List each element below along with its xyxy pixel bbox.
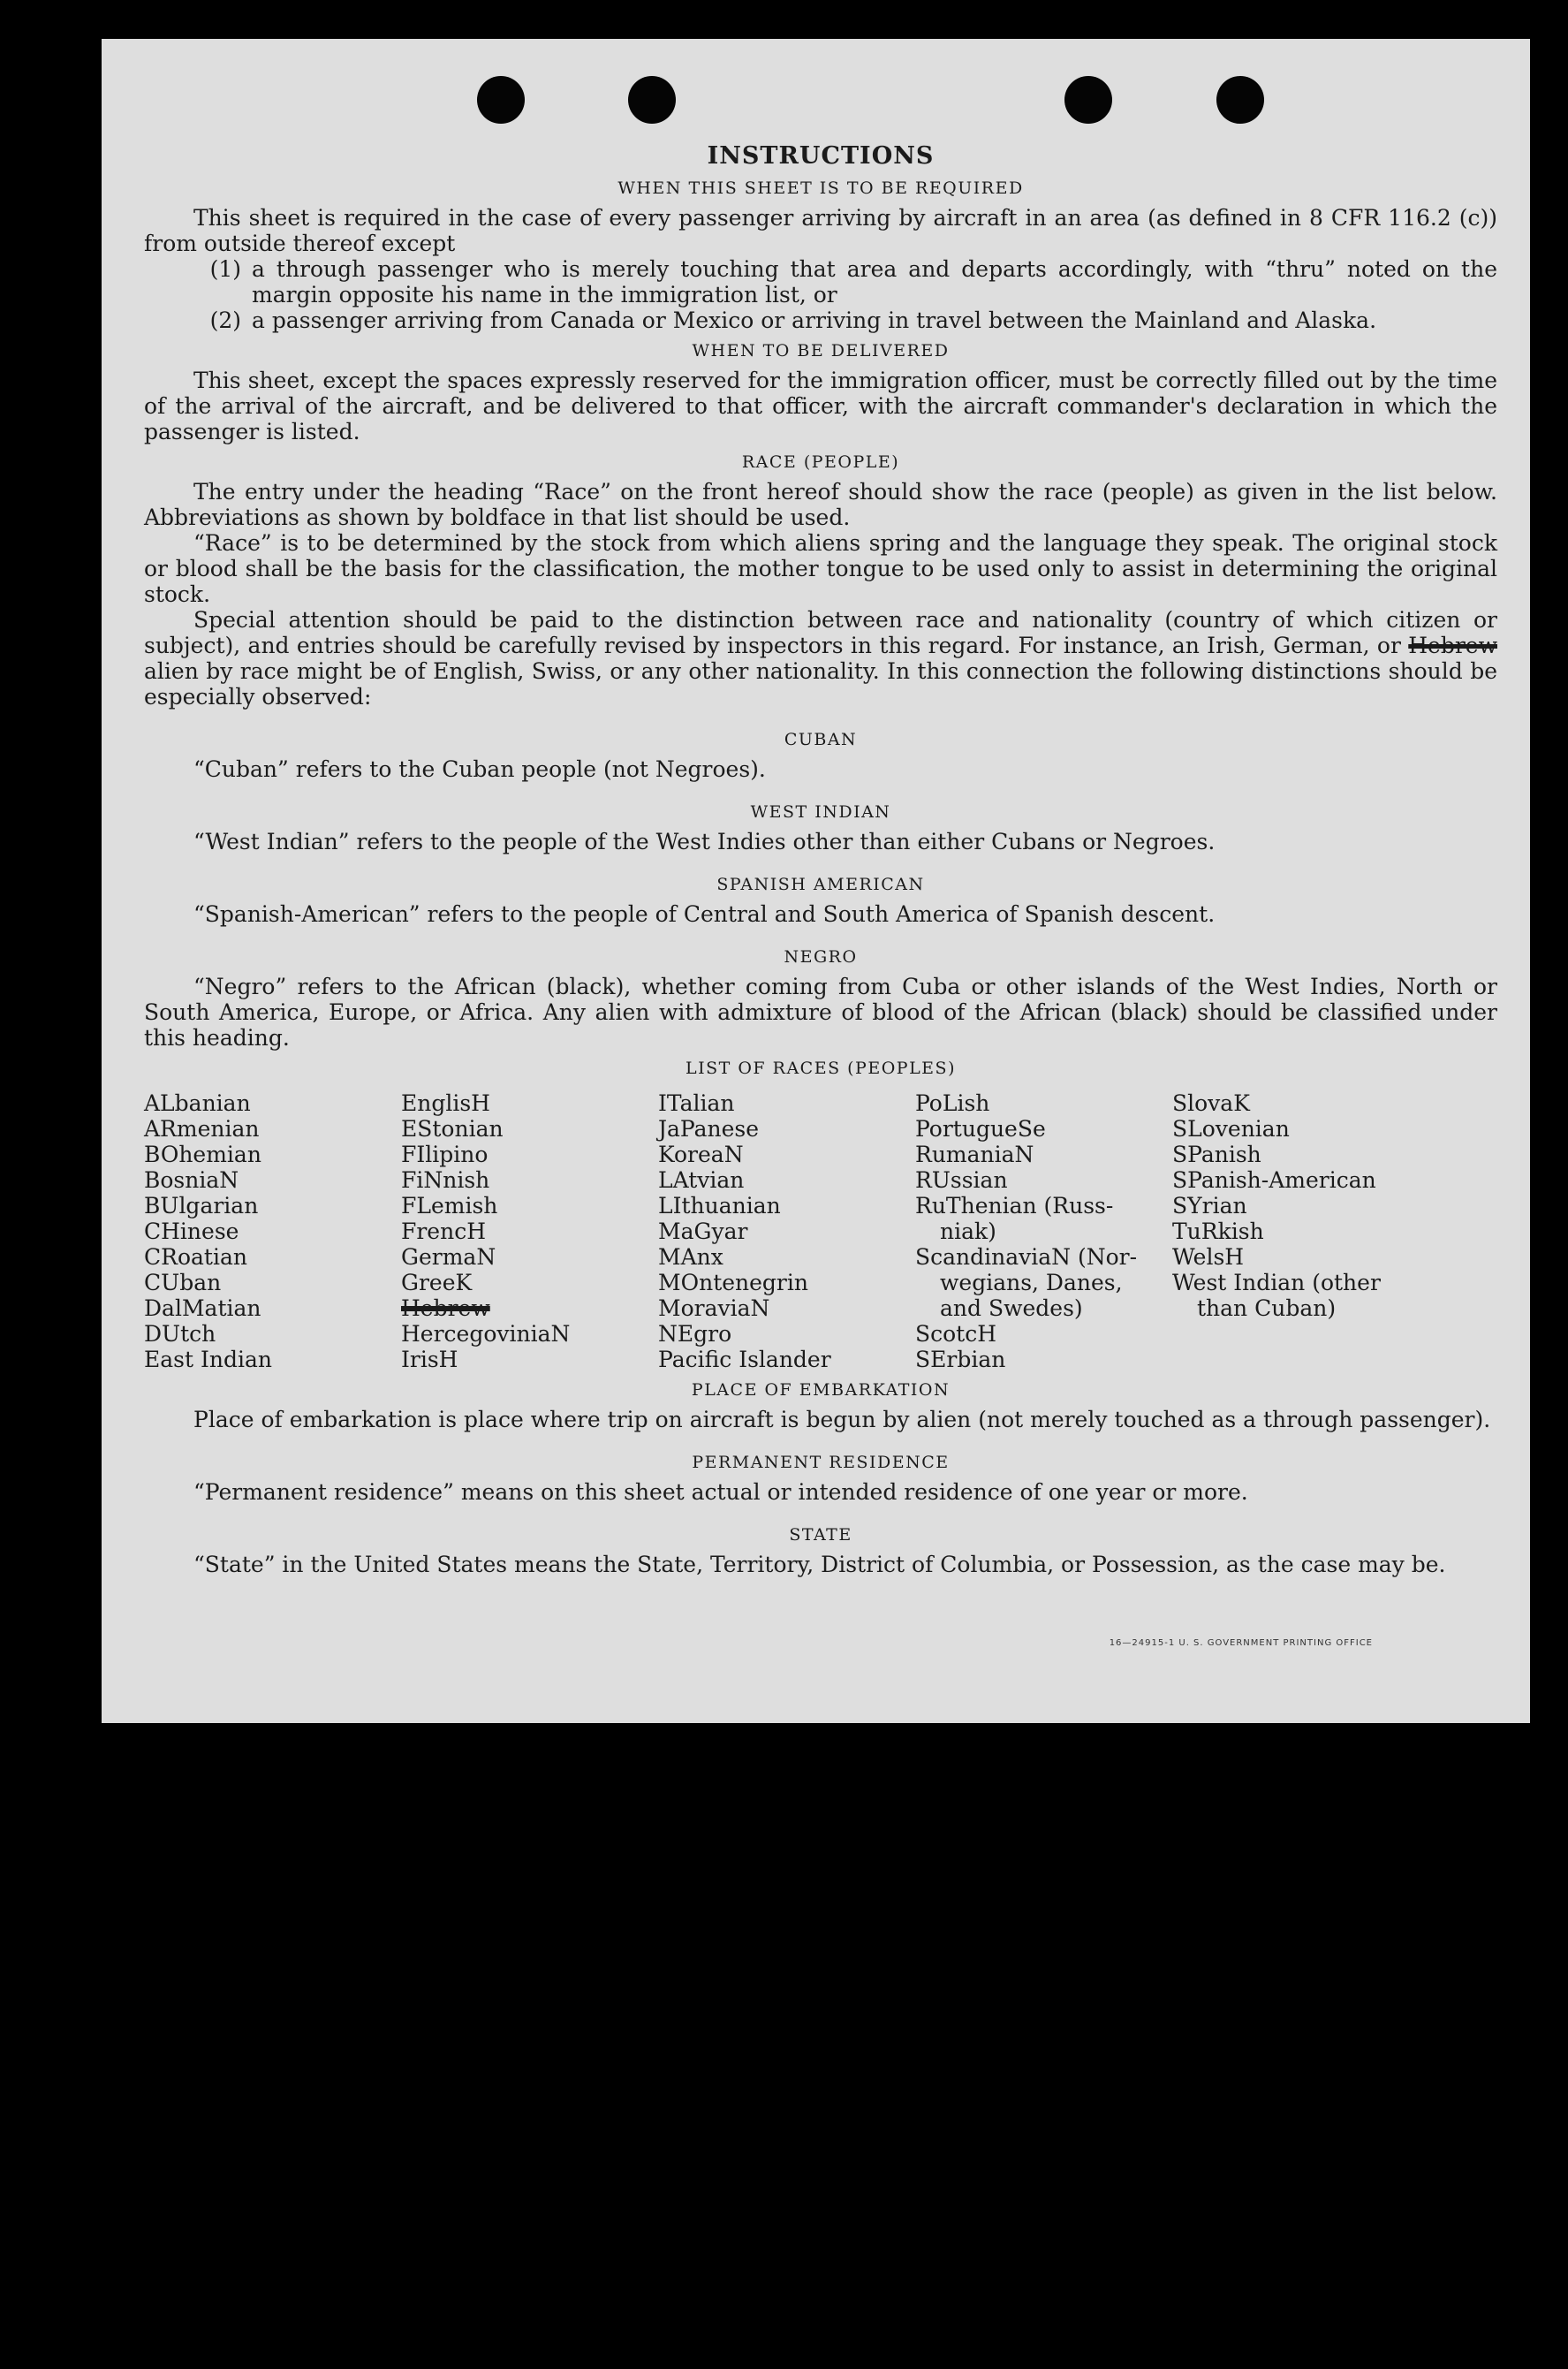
paragraph: Special attention should be paid to the distinction between race and nationality (country of which citizen or subject), and entries should be carefully revised by inspectors in this regard. For instance, an Irish, German, or Hebrew alien by race might be of English, Swiss, or any other nationality. In this connection the following distinctions should be especially observed: [144, 607, 1497, 710]
race-item: DalMatian [144, 1295, 261, 1321]
race-item: CRoatian [144, 1244, 247, 1270]
document-content [144, 143, 1497, 1577]
race-item: FLemish [401, 1193, 498, 1219]
paragraph: “Negro” refers to the African (black), whether coming from Cuba or other islands of the West Indies, North or South America, Europe, or Africa. Any alien with admixture of blood of the African (black) should be classified under this heading. [144, 974, 1497, 1051]
race-item: and Swedes) [940, 1295, 1083, 1321]
race-item: TuRkish [1172, 1219, 1264, 1244]
list-item: (1) a through passenger who is merely touching that area and departs accordingly, with “thru” noted on the margin opposite his name in the immigration list, or [209, 256, 1497, 308]
race-item: East Indian [144, 1347, 272, 1372]
race-item: NEgro [658, 1321, 732, 1347]
race-item: IrisH [401, 1347, 458, 1372]
section-heading: RACE (PEOPLE) [741, 452, 900, 472]
race-item: West Indian (other [1172, 1270, 1381, 1295]
punch-hole-icon [1064, 76, 1112, 124]
punch-hole-icon [1216, 76, 1264, 124]
section-heading: PERMANENT RESIDENCE [692, 1453, 950, 1472]
race-item: LIthuanian [658, 1193, 781, 1219]
race-item: RumaniaN [915, 1142, 1034, 1167]
paragraph: This sheet, except the spaces expressly reserved for the immigration officer, must be correctly filled out by the time of the arrival of the aircraft, and be delivered to that officer, with the aircraft commander's declaration in which the passenger is listed. [144, 368, 1497, 444]
paragraph: The entry under the heading “Race” on the front hereof should show the race (people) as given in the list below. Abbreviations as shown by boldface in that list should be used. [144, 479, 1497, 530]
race-item: SPanish [1172, 1142, 1261, 1167]
race-item: than Cuban) [1197, 1295, 1337, 1321]
document-sheet [102, 39, 1530, 1723]
race-item: ScotcH [915, 1321, 997, 1347]
race-item: GreeK [401, 1270, 473, 1295]
race-item: GermaN [401, 1244, 496, 1270]
race-item: FiNnish [401, 1167, 490, 1193]
section-heading: LIST OF RACES (PEOPLES) [686, 1059, 956, 1078]
race-list [144, 1090, 1497, 1372]
footer-code: 16—24915-1 U. S. GOVERNMENT PRINTING OFFICE [1109, 1638, 1373, 1648]
race-item: FIlipino [401, 1142, 489, 1167]
race-column [915, 1090, 1172, 1372]
race-item: CUban [144, 1270, 222, 1295]
race-item: WelsH [1172, 1244, 1245, 1270]
race-item: SErbian [915, 1347, 1006, 1372]
race-item: EnglisH [401, 1090, 490, 1116]
race-item: DUtch [144, 1321, 216, 1347]
race-item: JaPanese [658, 1116, 760, 1142]
struck-word: Hebrew [1408, 633, 1497, 658]
race-item: PortugueSe [915, 1116, 1046, 1142]
section-heading: STATE [789, 1525, 852, 1545]
race-item: MoraviaN [658, 1295, 770, 1321]
race-item: KoreaN [658, 1142, 744, 1167]
race-item: FrencH [401, 1219, 486, 1244]
section-heading: WHEN TO BE DELIVERED [692, 341, 950, 361]
race-column [658, 1090, 915, 1372]
race-item: wegians, Danes, [940, 1270, 1123, 1295]
race-item: HercegoviniaN [401, 1321, 571, 1347]
paragraph: “State” in the United States means the State, Territory, District of Columbia, or Possession, as the case may be. [193, 1552, 1446, 1577]
race-item: MAnx [658, 1244, 723, 1270]
race-item: SYrian [1172, 1193, 1247, 1219]
section-heading: WEST INDIAN [750, 802, 891, 822]
page-title: INSTRUCTIONS [707, 142, 935, 170]
race-item: RUssian [915, 1167, 1008, 1193]
race-item: SlovaK [1172, 1090, 1250, 1116]
race-item: Hebrew [401, 1295, 490, 1321]
race-item: BosniaN [144, 1167, 239, 1193]
race-column [1172, 1090, 1429, 1372]
section-heading: SPANISH AMERICAN [716, 875, 925, 894]
race-item: ScandinaviaN (Nor- [915, 1244, 1138, 1270]
race-item: MaGyar [658, 1219, 748, 1244]
punch-hole-icon [628, 76, 676, 124]
race-column [401, 1090, 658, 1372]
race-item: SPanish-American [1172, 1167, 1376, 1193]
paragraph: Place of embarkation is place where trip on aircraft is begun by alien (not merely touched as a through passenger). [193, 1407, 1491, 1432]
race-item: MOntenegrin [658, 1270, 808, 1295]
paragraph: “Permanent residence” means on this sheet actual or intended residence of one year or more. [193, 1479, 1248, 1505]
paragraph: This sheet is required in the case of every passenger arriving by aircraft in an area (as defined in 8 CFR 116.2 (c)) from outside thereof except [144, 205, 1497, 256]
race-item: Pacific Islander [658, 1347, 831, 1372]
punch-hole-icon [477, 76, 525, 124]
race-item: ALbanian [144, 1090, 251, 1116]
race-item: LAtvian [658, 1167, 745, 1193]
race-item: ITalian [658, 1090, 735, 1116]
race-item: CHinese [144, 1219, 239, 1244]
paragraph: “Spanish-American” refers to the people of Central and South America of Spanish descent. [193, 901, 1216, 927]
paragraph: “Cuban” refers to the Cuban people (not Negroes). [193, 756, 766, 782]
race-item: RuThenian (Russ- [915, 1193, 1114, 1219]
race-item: ARmenian [144, 1116, 260, 1142]
section-heading: WHEN THIS SHEET IS TO BE REQUIRED [617, 178, 1024, 198]
race-column [144, 1090, 401, 1372]
paragraph: “Race” is to be determined by the stock from which aliens spring and the language they speak. The original stock or blood shall be the basis for the classification, the mother tongue to be used only to assist in determining the original stock. [144, 530, 1497, 607]
list-item: (2) a passenger arriving from Canada or Mexico or arriving in travel between the Mainland and Alaska. [209, 308, 1377, 333]
race-item: niak) [940, 1219, 996, 1244]
paragraph: “West Indian” refers to the people of the West Indies other than either Cubans or Negroes. [193, 829, 1216, 854]
race-item: EStonian [401, 1116, 504, 1142]
race-item: PoLish [915, 1090, 990, 1116]
race-item: BOhemian [144, 1142, 261, 1167]
section-heading: NEGRO [784, 947, 858, 967]
race-item: BUlgarian [144, 1193, 259, 1219]
section-heading: PLACE OF EMBARKATION [691, 1380, 951, 1400]
section-heading: CUBAN [784, 730, 858, 749]
race-item: SLovenian [1172, 1116, 1290, 1142]
